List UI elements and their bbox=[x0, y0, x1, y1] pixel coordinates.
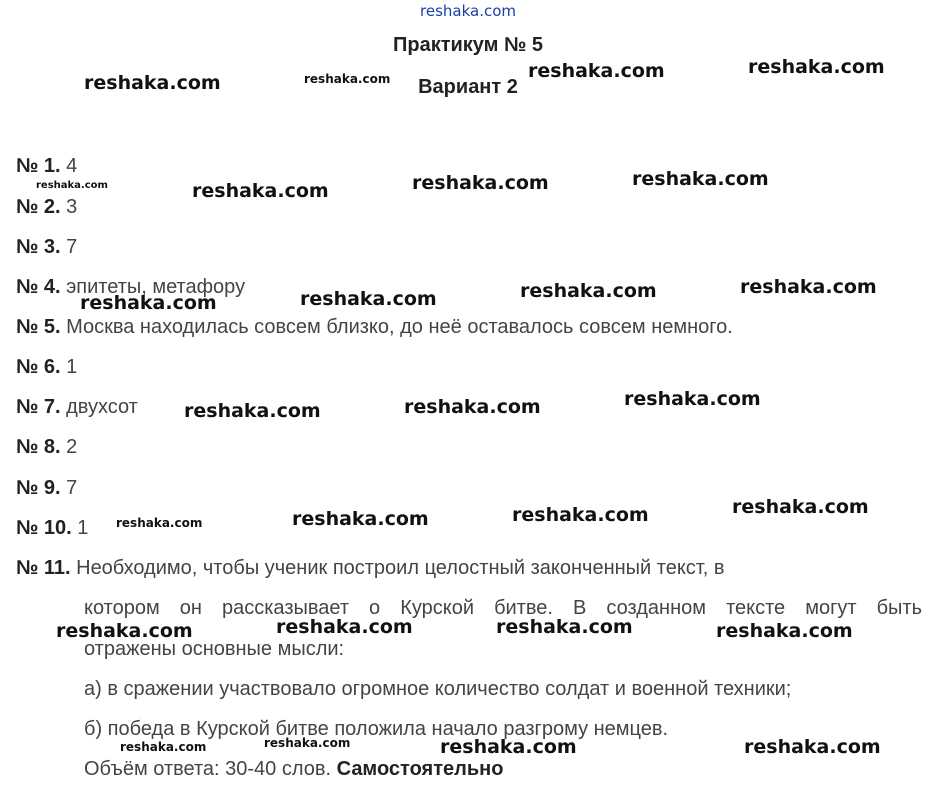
watermark: reshaka.com bbox=[300, 288, 437, 310]
watermark: reshaka.com bbox=[80, 292, 217, 314]
watermark: reshaka.com bbox=[184, 400, 321, 422]
page-title: Практикум № 5 bbox=[392, 34, 543, 56]
watermark: reshaka.com bbox=[632, 168, 769, 190]
answer-11-item-b: б) победа в Курской битве положила начало разгрому немцев. bbox=[84, 718, 669, 740]
answer-10: № 10. 1 bbox=[16, 517, 89, 539]
answer-7: № 7. двухсот bbox=[16, 396, 138, 418]
watermark: reshaka.com bbox=[56, 620, 193, 642]
answer-8: № 8. 2 bbox=[16, 436, 78, 458]
answer-2: № 2. 3 bbox=[16, 196, 78, 218]
answer-11-volume: Объём ответа: 30-40 слов. Самостоятельно bbox=[84, 758, 504, 780]
watermark: reshaka.com bbox=[304, 72, 391, 86]
watermark: reshaka.com bbox=[84, 72, 221, 94]
watermark: reshaka.com bbox=[740, 276, 877, 298]
answer-4: № 4. эпитеты, метафору bbox=[16, 276, 246, 298]
watermark: reshaka.com bbox=[276, 616, 413, 638]
answer-6: № 6. 1 bbox=[16, 356, 78, 378]
watermark: reshaka.com bbox=[116, 516, 203, 530]
watermark: reshaka.com bbox=[412, 172, 549, 194]
answer-3: № 3. 7 bbox=[16, 236, 78, 258]
answer-11-line-2: котором он рассказывает о Курской битве. В созданном тексте могут быть bbox=[84, 597, 922, 619]
watermark: reshaka.com bbox=[120, 740, 207, 754]
answer-11: № 11. Необходимо, чтобы ученик построил целостный законченный текст, в bbox=[16, 557, 725, 579]
answer-5: № 5. Москва находилась совсем близко, до неё оставалось совсем немного. bbox=[16, 316, 733, 338]
watermark: reshaka.com bbox=[624, 388, 761, 410]
watermark: reshaka.com bbox=[264, 736, 351, 750]
header-watermark: reshaka.com bbox=[420, 2, 516, 20]
watermark: reshaka.com bbox=[36, 180, 108, 191]
watermark: reshaka.com bbox=[528, 60, 665, 82]
watermark: reshaka.com bbox=[748, 56, 885, 78]
page-subtitle: Вариант 2 bbox=[418, 76, 518, 98]
answer-1: № 1. 4 bbox=[16, 155, 78, 177]
answer-11-line-3: отражены основные мысли: bbox=[84, 638, 345, 660]
watermark: reshaka.com bbox=[292, 508, 429, 530]
watermark: reshaka.com bbox=[744, 736, 881, 758]
watermark: reshaka.com bbox=[496, 616, 633, 638]
watermark: reshaka.com bbox=[520, 280, 657, 302]
watermark: reshaka.com bbox=[192, 180, 329, 202]
answer-9: № 9. 7 bbox=[16, 477, 78, 499]
watermark: reshaka.com bbox=[512, 504, 649, 526]
watermark: reshaka.com bbox=[404, 396, 541, 418]
watermark: reshaka.com bbox=[716, 620, 853, 642]
watermark: reshaka.com bbox=[732, 496, 869, 518]
watermark: reshaka.com bbox=[440, 736, 577, 758]
answer-11-item-a: а) в сражении участвовало огромное количество солдат и военной техники; bbox=[84, 678, 792, 700]
